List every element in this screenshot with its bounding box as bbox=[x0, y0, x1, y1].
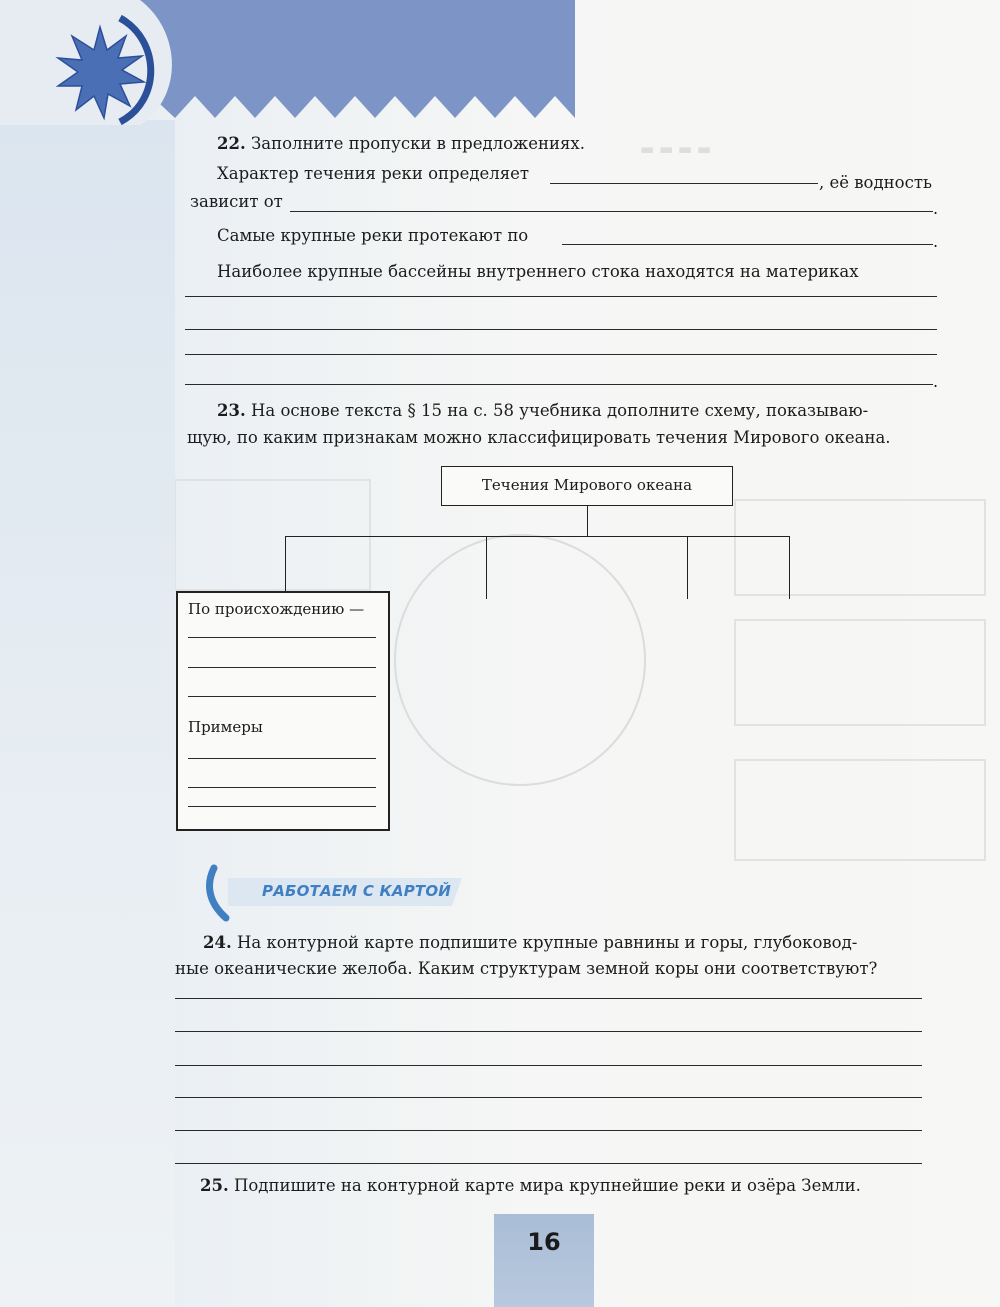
answer-line[interactable] bbox=[175, 1031, 922, 1032]
task22-heading: 22. Заполните пропуски в предложениях. bbox=[217, 134, 585, 153]
examples-label: Примеры bbox=[188, 718, 263, 736]
answer-line[interactable] bbox=[185, 354, 937, 355]
period: . bbox=[933, 232, 939, 251]
scheme-connector bbox=[687, 536, 688, 599]
answer-line[interactable] bbox=[185, 384, 933, 385]
task22-sentence4: Наиболее крупные бассейны внутреннего стока находятся на материках bbox=[217, 262, 859, 281]
answer-line[interactable] bbox=[188, 787, 376, 788]
answer-line[interactable] bbox=[185, 296, 937, 297]
task25-text: 25. Подпишите на контурной карте мира крупнейшие реки и озёра Земли. bbox=[200, 1176, 861, 1195]
task24-text-line2: ные океанические желоба. Каким структурам земной коры они соответствуют? bbox=[175, 959, 878, 978]
banner-arc-icon bbox=[210, 868, 226, 918]
answer-line[interactable] bbox=[175, 1065, 922, 1066]
scheme-origin-box bbox=[176, 591, 390, 831]
answer-line[interactable] bbox=[290, 211, 933, 212]
answer-line[interactable] bbox=[562, 244, 933, 245]
scheme-connector bbox=[486, 536, 487, 599]
period: . bbox=[933, 199, 939, 218]
task22-sentence3-start: Самые крупные реки протекают по bbox=[217, 226, 529, 245]
task23-text-line1: 23. На основе текста § 15 на с. 58 учебника дополните схему, показываю- bbox=[217, 401, 869, 420]
scheme-connector bbox=[285, 536, 286, 593]
header-decoration bbox=[0, 0, 575, 125]
scheme-branch-line bbox=[285, 536, 790, 537]
period: . bbox=[933, 372, 939, 391]
task22-sentence2-start: зависит от bbox=[190, 192, 283, 211]
scheme-title: Течения Мирового океана bbox=[481, 476, 693, 494]
scheme-title-box bbox=[441, 466, 733, 506]
answer-line[interactable] bbox=[175, 998, 922, 999]
task23-text-line2: щую, по каким признакам можно классифицировать течения Мирового океана. bbox=[187, 428, 891, 447]
answer-line[interactable] bbox=[185, 329, 937, 330]
section-banner-label: РАБОТАЕМ С КАРТОЙ bbox=[262, 882, 452, 900]
answer-line[interactable] bbox=[175, 1130, 922, 1131]
task22-sentence1-start: Характер течения реки определяет bbox=[217, 164, 530, 183]
answer-line[interactable] bbox=[188, 637, 376, 638]
answer-line[interactable] bbox=[550, 183, 818, 184]
task22-sentence1-end: , её водность bbox=[819, 173, 932, 192]
scheme-connector bbox=[789, 536, 790, 599]
scheme-connector bbox=[587, 506, 588, 536]
side-band bbox=[0, 120, 175, 1307]
answer-line[interactable] bbox=[188, 758, 376, 759]
answer-line[interactable] bbox=[188, 667, 376, 668]
answer-line[interactable] bbox=[175, 1163, 922, 1164]
bleed-through-marks: ▬ ▬ ▬ ▬ bbox=[640, 140, 711, 158]
origin-label: По происхождению — bbox=[188, 600, 365, 618]
answer-line[interactable] bbox=[188, 806, 376, 807]
answer-line[interactable] bbox=[188, 696, 376, 697]
task24-text-line1: 24. На контурной карте подпишите крупные равнины и горы, глубоковод- bbox=[203, 933, 858, 952]
page-number: 16 bbox=[527, 1228, 561, 1256]
answer-line[interactable] bbox=[175, 1097, 922, 1098]
